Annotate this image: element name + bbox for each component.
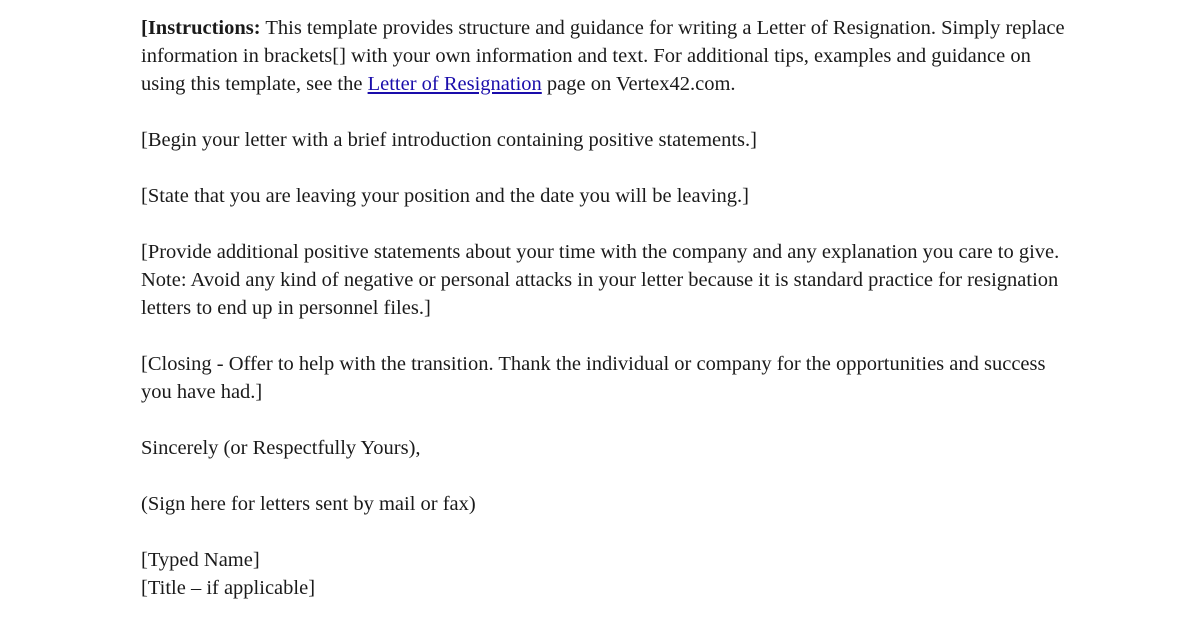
signature-note: (Sign here for letters sent by mail or fax) [141, 493, 476, 515]
additional-statements-paragraph: [Provide additional positive statements about your time with the company and any explanation you care to give. Note: Avoid any kind of negative or personal attacks in your letter because it is standard practice for resignation letters to end up in personnel files.] [141, 241, 1060, 319]
letter-document [141, 14, 1071, 602]
instructions-paragraph [141, 14, 1071, 98]
closing-paragraph: [Closing - Offer to help with the transition. Thank the individual or company for the opportunities and success you have had.] [141, 353, 1046, 403]
valediction: Sincerely (or Respectfully Yours), [141, 437, 421, 459]
instructions-label: [Instructions: [141, 17, 261, 39]
intro-paragraph: [Begin your letter with a brief introduction containing positive statements.] [141, 129, 757, 151]
leaving-statement-paragraph: [State that you are leaving your position and the date you will be leaving.] [141, 185, 750, 207]
instructions-text-after-link: page on Vertex42.com. [541, 73, 736, 95]
typed-name: [Typed Name] [141, 549, 260, 571]
instructions-text-before-link: This template provides structure and guidance for writing a Letter of Resignation. Simply replace information in brackets[] with your own information and text. For additional tips, examples and guidance on using this template, see the [141, 17, 1065, 95]
letter-of-resignation-link[interactable]: Letter of Resignation [367, 73, 542, 95]
typed-title: [Title – if applicable] [141, 577, 316, 599]
